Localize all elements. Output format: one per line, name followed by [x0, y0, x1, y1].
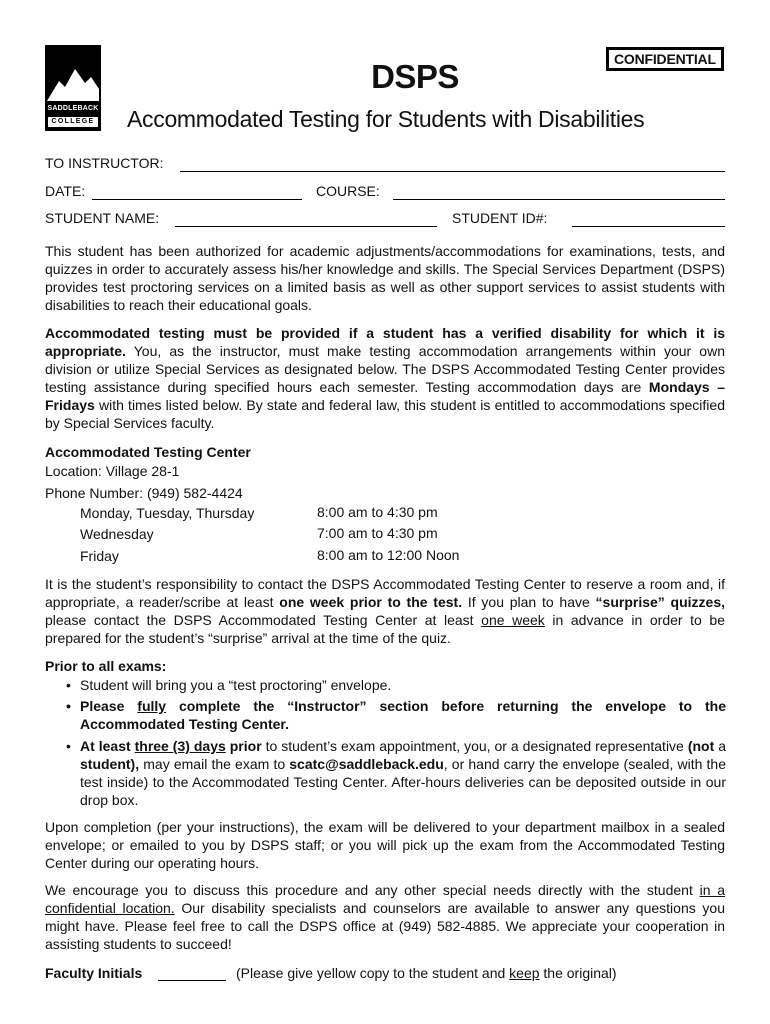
bullet-dot: •: [66, 698, 71, 714]
prior-bullet-1: [66, 676, 726, 694]
footer-note-u: keep: [509, 965, 540, 981]
logo-line2: COLLEGE: [48, 117, 98, 127]
requirement-bold: Accommodated testing must be provided if a student has a verified disability for which it is appropriate.: [45, 325, 725, 359]
to-instructor-field[interactable]: [180, 171, 725, 172]
prior-bullet-1-text: Student will bring you a “test proctoring” envelope.: [80, 677, 392, 693]
prior-bullet-3-t3: may email the exam to: [139, 756, 290, 772]
center-phone: Phone Number: (949) 582-4424: [45, 485, 243, 501]
requirement-text1: You, as the instructor, must make testing accommodation arrangements within your own division or utilize Special Services as designated below. The DSPS Accommodated Testing Center provides testing assistance during specified hours each semester. Testing accommodation days are: [45, 343, 725, 395]
prior-bullet-3-b: prior: [225, 738, 262, 754]
encourage-t2: Our disability specialists and counselors are available to answer any questions you might have. Please feel free to call the DSPS office at (949) 582-4885. We appreciate your cooperation in assisting students to succeed!: [45, 900, 725, 952]
center-location: Location: Village 28-1: [45, 463, 180, 479]
course-field[interactable]: [393, 199, 725, 200]
student-name-label: STUDENT NAME:: [45, 210, 160, 226]
center-heading: Accommodated Testing Center: [45, 444, 251, 460]
schedule-days-1: Monday, Tuesday, Thursday: [80, 505, 255, 521]
resp-u1: one week: [481, 612, 545, 628]
prior-bullet-3-t1: to student’s exam appointment, you, or a designated representative: [261, 738, 688, 754]
prior-bullet-2-u: fully: [137, 698, 167, 714]
page-title: DSPS: [371, 58, 459, 95]
course-label: COURSE:: [316, 183, 380, 199]
date-field[interactable]: [92, 199, 302, 200]
requirement-text2: with times listed below. By state and federal law, this student is entitled to accommodations specified by Special Services faculty.: [45, 397, 725, 431]
footer-note-a: (Please give yellow copy to the student and: [236, 965, 510, 981]
schedule-hours-2: 7:00 am to 4:30 pm: [317, 525, 438, 541]
faculty-initials-label: Faculty Initials: [45, 965, 143, 981]
schedule-days-3: Friday: [80, 548, 119, 564]
bullet-dot: •: [66, 738, 71, 754]
resp-t2: If you plan to have: [462, 594, 596, 610]
prior-bullet-3-u: three (3) days: [134, 738, 226, 754]
schedule-days-2: Wednesday: [80, 526, 154, 542]
prior-bullet-3-t4: , or hand carry the envelope (sealed, with the test inside) to the Accommodated Testing Center. After-hours deliveries can be deposited outside in our drop box.: [80, 756, 726, 808]
student-id-field[interactable]: [572, 226, 725, 227]
faculty-initials-field[interactable]: [158, 980, 226, 981]
resp-b1: one week prior to the test.: [279, 594, 463, 610]
prior-bullet-2-b: complete the “Instructor” section before returning the envelope to the Accommodated Testing Center.: [80, 698, 727, 732]
completion-paragraph: Upon completion (per your instructions), the exam will be delivered to your department mailbox in a sealed envelope; or emailed to you by DSPS staff; or you will pick up the exam from the Accommodated Testing Center during our operating hours.: [45, 819, 725, 871]
requirement-paragraph: [45, 324, 725, 432]
schedule-hours-1: 8:00 am to 4:30 pm: [317, 504, 438, 520]
college-logo: [45, 45, 101, 131]
to-instructor-label: TO INSTRUCTOR:: [45, 155, 164, 171]
resp-t3: please contact the DSPS Accommodated Testing Center at least: [45, 612, 482, 628]
exam-email-link[interactable]: scatc@saddleback.edu: [289, 756, 444, 772]
encourage-t1: We encourage you to discuss this procedure and any other special needs directly with the student: [45, 882, 700, 898]
date-label: DATE:: [45, 183, 86, 199]
resp-b2: “surprise” quizzes,: [595, 594, 725, 610]
resp-t4: in advance in order to be prepared for the student’s “surprise” arrival at the time of the quiz.: [45, 612, 726, 646]
prior-bullet-3-t2: a: [714, 738, 726, 754]
prior-heading: Prior to all exams:: [45, 658, 167, 674]
confidential-badge: CONFIDENTIAL: [606, 47, 724, 71]
encourage-u1: in a confidential location.: [45, 882, 725, 916]
intro-paragraph: This student has been authorized for academic adjustments/accommodations for examinations, tests, and quizzes in order to accurately assess his/her knowledge and skills. The Special Services Department (DSPS) provides test proctoring services on a limited basis as well as other support services to assist students with disabilities to reach their educational goals.: [45, 243, 725, 313]
prior-bullet-2: [66, 697, 726, 733]
prior-bullet-3-b2: (not: [687, 738, 715, 754]
prior-bullet-2-a: Please: [80, 698, 138, 714]
prior-bullet-3: [66, 737, 726, 809]
encourage-paragraph: [45, 881, 725, 953]
student-name-field[interactable]: [175, 226, 437, 227]
footer-note: [236, 964, 617, 982]
bullet-dot: •: [66, 677, 71, 693]
student-id-label: STUDENT ID#:: [452, 210, 548, 226]
resp-t1: It is the student’s responsibility to contact the DSPS Accommodated Testing Center to reserve a room and, if appropriate, a reader/scribe at least: [45, 576, 725, 610]
page-subtitle: Accommodated Testing for Students with Disabilities: [127, 106, 645, 132]
prior-bullet-3-b3: student),: [80, 756, 140, 772]
responsibility-paragraph: [45, 575, 725, 647]
logo-line1: SADDLEBACK: [47, 105, 99, 112]
schedule-hours-3: 8:00 am to 12:00 Noon: [317, 547, 460, 563]
prior-bullet-3-a: At least: [80, 738, 135, 754]
footer-note-b: the original): [539, 965, 617, 981]
requirement-days: Mondays – Fridays: [45, 379, 725, 413]
